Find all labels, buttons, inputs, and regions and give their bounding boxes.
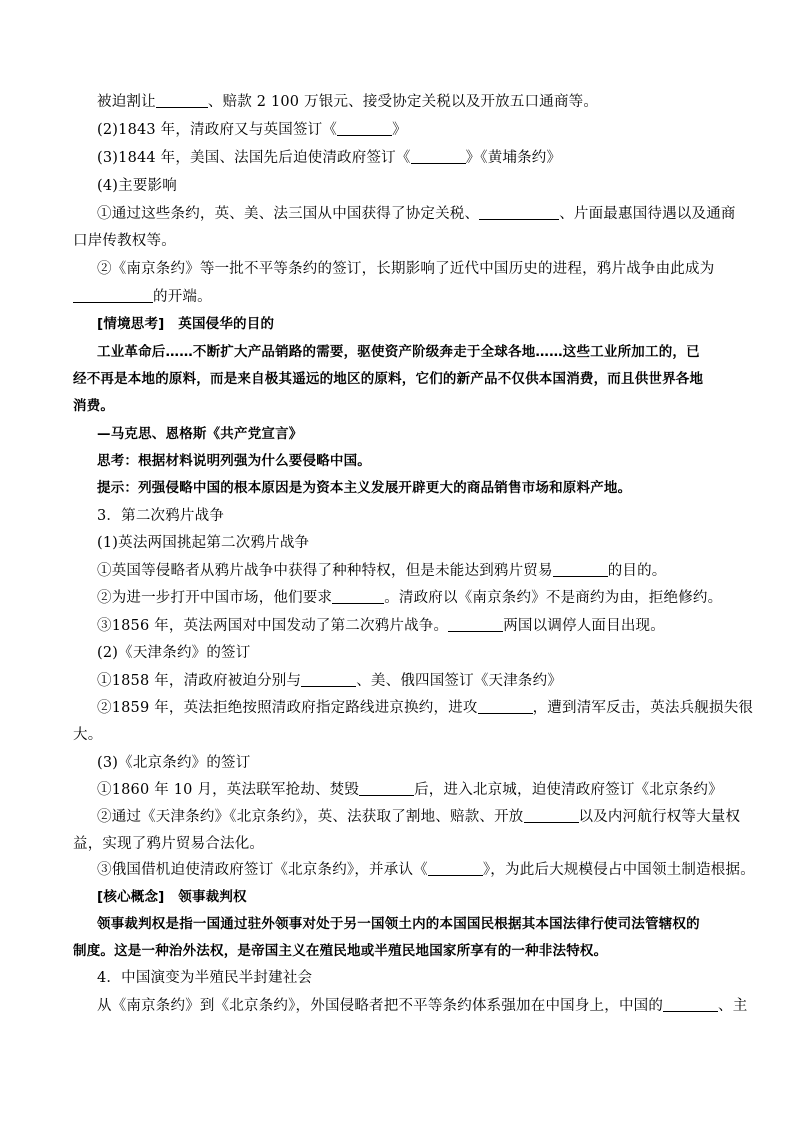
fill-blank[interactable] — [479, 204, 559, 220]
question-line: 思考：根据材料说明列强为什么要侵略中国。 — [97, 453, 371, 469]
fill-blank[interactable] — [359, 780, 414, 796]
fill-blank[interactable] — [428, 860, 483, 876]
subheading: (2)《天津条约》的签订 — [97, 645, 251, 661]
concept-line: 制度。这是一种治外法权，是帝国主义在殖民地或半殖民地国家所享有的一种非法特权。 — [73, 943, 608, 959]
text-line: ②通过《天津条约》《北京条约》，英、法获取了割地、赔款、开放 以及内河航行权等大量权 — [97, 809, 741, 825]
text-line: 大。 — [73, 727, 103, 743]
text-line: ②为进一步打开中国市场，他们要求 。清政府以《南京条约》不是商约为由，拒绝修约。 — [97, 590, 723, 606]
text-line: ①通过这些条约，英、美、法三国从中国获得了协定关税、 、片面最惠国待遇以及通商 — [97, 206, 736, 222]
quote-line: 经不再是本地的原料，而是来自极其遥远的地区的原料，它们的新产品不仅供本国消费，而且供世界各地 — [73, 371, 704, 387]
section-heading: 4．中国演变为半殖民半封建社会 — [97, 970, 313, 986]
text-line: ①英国等侵略者从鸦片战争中获得了种种特权，但是未能达到鸦片贸易 的目的。 — [97, 563, 667, 579]
concept-heading: [核心概念] 领事裁判权 — [97, 889, 247, 905]
fill-blank[interactable] — [411, 148, 466, 164]
section-heading: 3．第二次鸦片战争 — [97, 508, 225, 524]
text-line: 从《南京条约》到《北京条约》，外国侵略者把不平等条约体系强加在中国身上，中国的 、主 — [97, 998, 748, 1014]
quote-line: 消费。 — [73, 398, 115, 414]
quote-source: —马克思、恩格斯《共产党宣言》 — [97, 426, 303, 442]
text-line: ②《南京条约》等一批不平等条约的签订，长期影响了近代中国历史的进程，鸦片战争由此成为 — [97, 261, 715, 277]
situation-heading: [情境思考] 英国侵华的目的 — [97, 316, 275, 332]
text-line: ③1856 年，英法两国对中国发动了第二次鸦片战争。 两国以调停人面目出现。 — [97, 618, 665, 634]
text-line: 被迫割让 、赔款 2 100 万银元、接受协定关税以及开放五口通商等。 — [97, 94, 599, 110]
text-line: 口岸传教权等。 — [73, 233, 176, 249]
fill-blank[interactable] — [301, 671, 356, 687]
fill-blank[interactable] — [73, 287, 153, 303]
fill-blank[interactable] — [448, 616, 503, 632]
fill-blank[interactable] — [553, 561, 608, 577]
fill-blank[interactable] — [332, 588, 384, 604]
fill-blank[interactable] — [156, 92, 208, 108]
text-line: 益，实现了鸦片贸易合法化。 — [73, 836, 265, 852]
text-line: ③俄国借机迫使清政府签订《北京条约》，并承认《 》，为此后大规模侵占中国领土制造根据。 — [97, 862, 755, 878]
subheading: (1)英法两国挑起第二次鸦片战争 — [97, 535, 310, 551]
subheading: (3)《北京条约》的签订 — [97, 755, 251, 771]
fill-blank[interactable] — [337, 120, 392, 136]
concept-line: 领事裁判权是指一国通过驻外领事对处于另一国领土内的本国国民根据其本国法律行使司法管辖权的 — [97, 916, 700, 932]
text-line: (3)1844 年，美国、法国先后迫使清政府签订《 》《黄埔条约》 — [97, 150, 562, 166]
quote-line: 工业革命后……不断扩大产品销路的需要，驱使资产阶级奔走于全球各地……这些工业所加工的，已 — [97, 344, 700, 360]
text-line: ②1859 年，英法拒绝按照清政府指定路线进京换约，进攻 ，遭到清军反击，英法兵舰损失很 — [97, 700, 754, 716]
fill-blank[interactable] — [524, 807, 579, 823]
heading: (4)主要影响 — [97, 178, 177, 194]
text-line: ①1858 年，清政府被迫分别与 、美、俄四国签订《天津条约》 — [97, 673, 563, 689]
text-line: 的开端。 — [73, 287, 723, 307]
hint-line: 提示：列强侵略中国的根本原因是为资本主义发展开辟更大的商品销售市场和原料产地。 — [97, 480, 632, 496]
fill-blank[interactable] — [663, 996, 718, 1012]
fill-blank[interactable] — [478, 698, 533, 714]
text-line: ①1860 年 10 月，英法联军抢劫、焚毁 后，进入北京城，迫使清政府签订《北京条约》 — [97, 782, 723, 798]
text-line: (2)1843 年，清政府又与英国签订《 》 — [97, 122, 407, 138]
